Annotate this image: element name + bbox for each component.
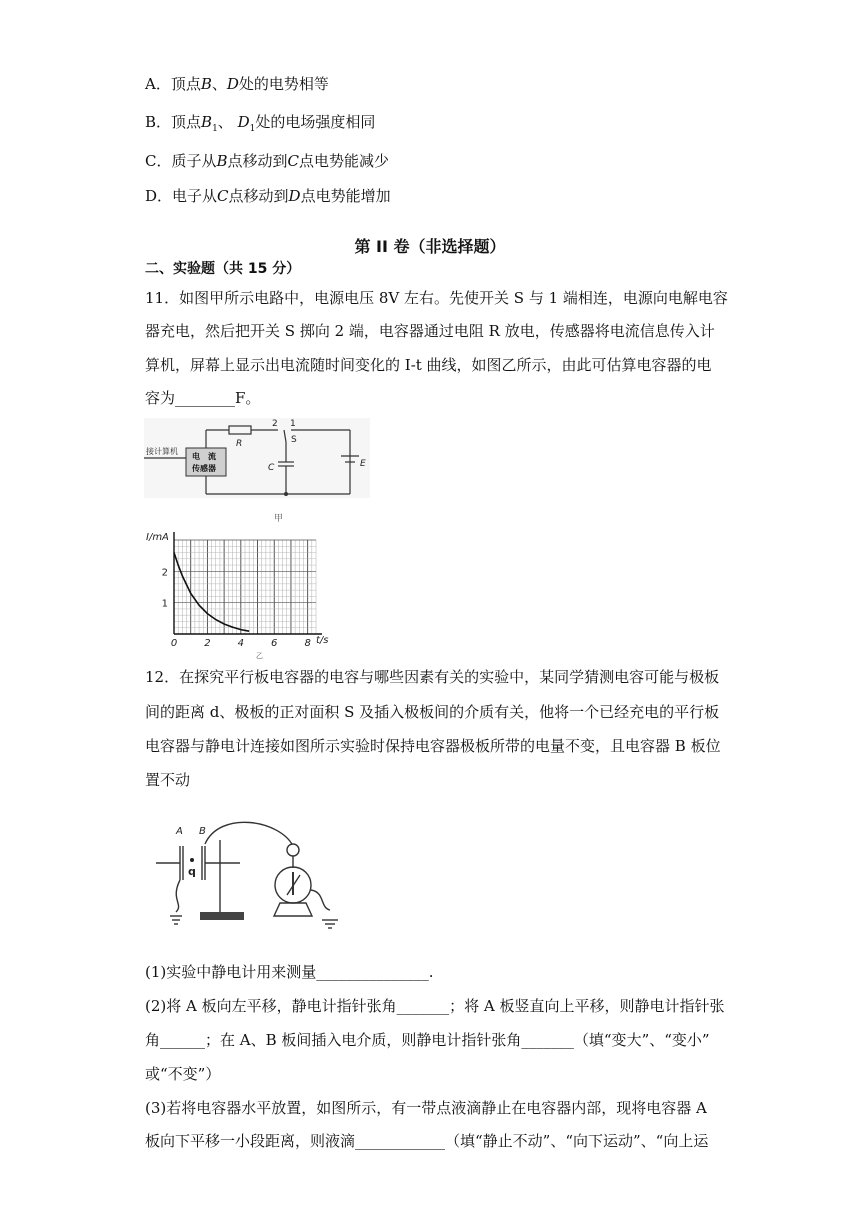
q12-sub2-line-1: (2)将 A 板向左平移，静电计指针张角_______；将 A 板竖直向上平移，则静电计指针张 [145,997,725,1015]
q12-sub2-line-2: 角______；在 A、B 板间插入电介质，则静电计指针张角_______（填“变大”、“变小” [145,1031,710,1049]
computer-label: 接计算机 [146,447,178,456]
q12-line-2: 间的距离 d、极板的正对面积 S 及插入极板间的介质有关，他将一个已经充电的平行板 [145,703,720,721]
y-axis-label: I/mA [146,532,169,543]
chart-grid [174,540,316,634]
plate-a-label: A [176,826,183,837]
option-b-sub1: 1 [212,124,218,134]
option-a-var2: D [226,75,239,93]
section-heading: 二、实验题（共 15 分） [145,261,301,277]
circuit-caption: 甲 [274,514,284,524]
q12-sub2-line-3: 或“不变”） [145,1065,221,1083]
option-d-mid: 点移动到 [228,187,289,205]
option-b-var2: D [237,113,250,131]
q11-line-4: 容为________F。 [145,389,261,407]
option-b-sep: 、 [217,113,238,131]
chart-axes [174,532,322,634]
q11-line-1: 11．如图甲所示电路中，电源电压 8V 左右。先使开关 S 与 1 端相连，电源向电解电容 [145,289,728,307]
option-b-suffix: 处的电场强度相同 [255,113,376,131]
sensor-label-2: 传感器 [192,464,216,473]
s-label: S [291,435,297,445]
option-c-mid: 点移动到 [227,152,288,170]
option-c [145,151,389,171]
q12-line-3: 电容器与静电计连接如图所示实验时保持电容器极板所带的电量不变，且电容器 B 板位 [145,737,721,755]
c-label: C [268,463,275,473]
option-c-suffix: 点电势能减少 [299,152,390,170]
y-tick-label: 2 [161,567,168,579]
x-axis-label: t/s [316,635,329,646]
electroscope-apparatus [150,820,350,938]
terminal-2-label: 2 [272,419,278,429]
option-a-var1: B [200,75,212,93]
y-tick-label: 1 [161,598,168,610]
plate-b-label: B [199,826,206,837]
q12-sub3-line-1: (3)若将电容器水平放置，如图所示，有一带点液滴静止在电容器内部，现将电容器 A [145,1099,707,1117]
option-d-var2: D [288,187,301,205]
q11-line-2: 器充电，然后把开关 S 掷向 2 端，电容器通过电阻 R 放电，传感器将电流信息传入计 [145,322,715,340]
q12-line-1: 12．在探究平行板电容器的电容与哪些因素有关的实验中，某同学猜测电容可能与极板 [145,668,720,686]
volume-title: 第 II 卷（非选择题） [354,237,506,256]
option-d-prefix: D．电子从 [145,187,218,205]
terminal-1-label: 1 [290,419,296,429]
option-a [145,74,329,94]
e-label: E [360,459,366,469]
option-b [145,112,375,139]
x-tick-label: 2 [204,638,211,649]
option-b-prefix: B．顶点 [145,113,202,131]
option-a-sep: 、 [211,75,227,93]
i-t-chart [144,530,344,660]
option-d-var1: C [217,187,229,205]
chart-caption: 乙 [256,652,263,660]
sensor-label-1: 电 流 [192,452,216,461]
x-tick-label: 6 [271,638,278,649]
circuit-diagram [144,418,370,526]
option-d [145,186,391,206]
x-tick-label: 4 [237,638,245,649]
option-b-var1: B [201,113,213,131]
q12-sub1: (1)实验中静电计用来测量_______________. [145,963,434,981]
option-a-prefix: A．顶点 [145,75,201,93]
q12-line-4: 置不动 [145,771,191,789]
option-a-suffix: 处的电势相等 [238,75,329,93]
q12-sub3-line-2: 板向下平移一小段距离，则液滴____________（填“静止不动”、“向下运动”、“向上运 [145,1132,709,1150]
x-tick-label: 8 [304,638,311,649]
r-label: R [236,439,243,449]
charge-q-label: q [188,865,196,878]
q11-line-3: 算机，屏幕上显示出电流随时间变化的 I-t 曲线，如图乙所示，由此可估算电容器的电 [145,356,712,374]
option-c-var2: C [287,152,300,170]
option-d-suffix: 点电势能增加 [300,187,391,205]
option-c-var1: B [216,152,228,170]
option-b-sub2: 1 [249,124,256,134]
x-tick-label: 0 [170,638,178,649]
option-c-prefix: C．质子从 [145,152,217,170]
